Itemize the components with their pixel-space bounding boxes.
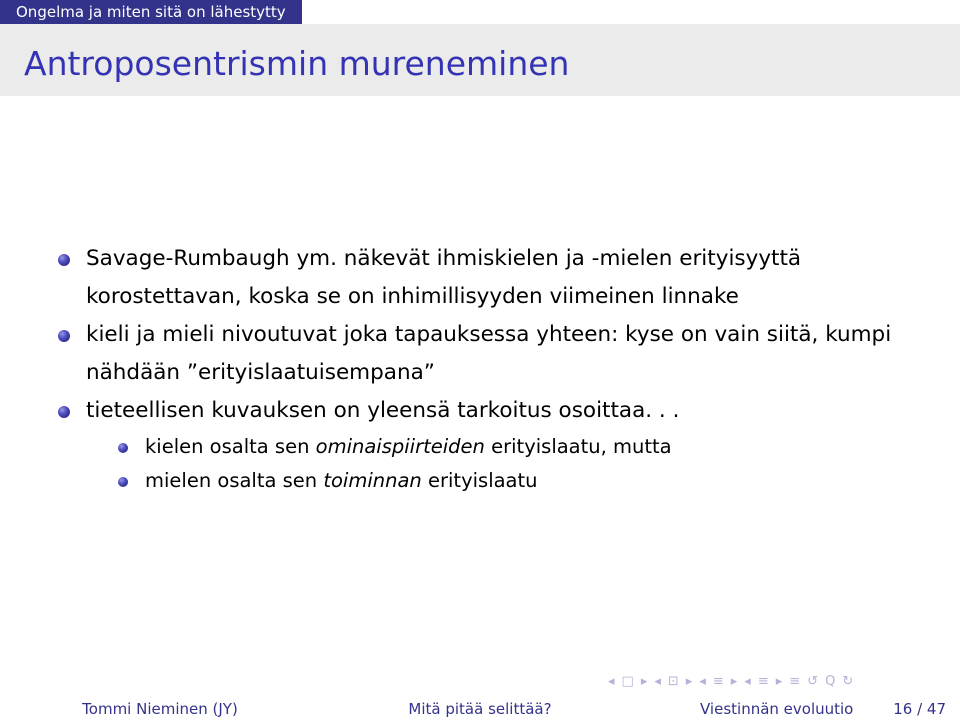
nav-symbol-icon[interactable]: ◂ xyxy=(654,674,662,689)
bullet-ball-icon xyxy=(58,406,70,418)
nav-symbol-icon[interactable]: ◂ xyxy=(608,674,616,689)
bullet-item xyxy=(0,392,960,430)
nav-symbol-icon[interactable]: ≡ xyxy=(789,674,802,689)
bullet-text: Savage-Rumbaugh ym. näkevät ihmiskielen ja -mielen erityisyyttä korostettavan, koska se on inhimillisyyden viimeinen linnake xyxy=(86,246,802,309)
footer-talk: Viestinnän evoluutio xyxy=(700,700,854,718)
subbullet-pre: kielen osalta sen xyxy=(145,435,316,458)
subbullet-emphasis: toiminnan xyxy=(323,469,422,492)
footline xyxy=(0,698,960,720)
page-number: 16 / 47 xyxy=(893,700,946,718)
bullet-item xyxy=(0,316,960,392)
subbullet-post: erityislaatu xyxy=(421,469,538,492)
subbullet-ball-icon xyxy=(118,477,128,487)
subbullet-post: erityislaatu, mutta xyxy=(484,435,672,458)
nav-symbol-icon[interactable]: ↺ xyxy=(807,674,820,689)
subbullet-item xyxy=(0,464,960,498)
footer-section: Mitä pitää selittää? xyxy=(408,700,552,718)
nav-symbol-icon[interactable]: ▸ xyxy=(775,674,784,689)
navigation-symbols[interactable] xyxy=(608,674,958,692)
nav-symbol-icon[interactable]: ▸ xyxy=(640,674,649,689)
subbullet-emphasis: ominaispiirteiden xyxy=(315,435,485,458)
nav-symbol-icon[interactable]: ≡ xyxy=(712,674,725,689)
nav-symbol-icon[interactable]: ⊡ xyxy=(667,674,680,689)
bullet-ball-icon xyxy=(58,254,70,266)
section-headline xyxy=(0,0,302,24)
nav-symbol-icon[interactable]: ≡ xyxy=(757,674,770,689)
nav-symbol-icon[interactable]: ◂ xyxy=(699,674,707,689)
footer-author: Tommi Nieminen (JY) xyxy=(82,700,238,718)
nav-symbol-icon[interactable]: ▸ xyxy=(685,674,694,689)
bullet-text: kieli ja mieli nivoutuvat joka tapauksessa yhteen: kyse on vain siitä, kumpi nähdään ”erityislaatuisempana” xyxy=(86,322,892,385)
nav-symbol-icon[interactable]: ◂ xyxy=(744,674,752,689)
footer-section-box xyxy=(320,698,640,720)
subbullet-pre: mielen osalta sen xyxy=(145,469,324,492)
nav-symbol-icon[interactable]: ↻ xyxy=(842,674,855,689)
bullet-text: tieteellisen kuvauksen on yleensä tarkoitus osoittaa. . . xyxy=(86,398,680,423)
footer-talk-box xyxy=(640,698,960,720)
section-name: Ongelma ja miten sitä on lähestytty xyxy=(16,3,286,21)
nav-symbol-icon[interactable]: □ xyxy=(621,674,635,689)
bullet-item xyxy=(0,240,960,316)
slide-content xyxy=(0,240,960,498)
subbullet-ball-icon xyxy=(118,443,128,453)
frame-title-bar xyxy=(0,24,960,96)
bullet-ball-icon xyxy=(58,330,70,342)
nav-symbol-icon[interactable]: ▸ xyxy=(730,674,739,689)
nav-symbol-icon[interactable]: Q xyxy=(825,674,837,689)
frame-title: Antroposentrismin mureneminen xyxy=(24,44,570,83)
footer-author-box xyxy=(0,698,320,720)
subbullet-item xyxy=(0,430,960,464)
